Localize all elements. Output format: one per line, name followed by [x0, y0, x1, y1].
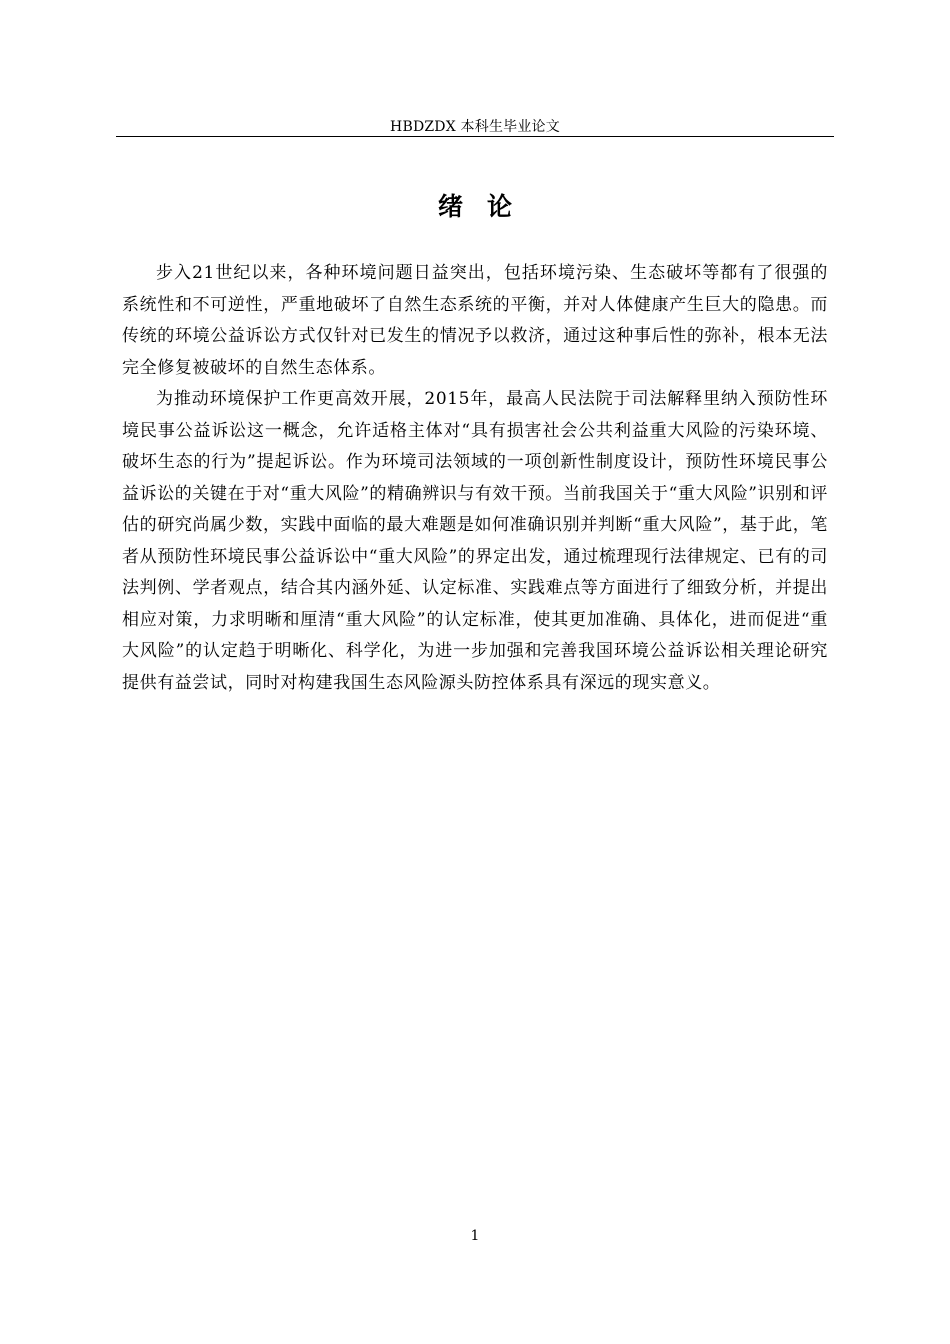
- paragraph-2: 为推动环境保护工作更高效开展，2015年，最高人民法院于司法解释里纳入预防性环境民事公益诉讼这一概念，允许适格主体对“具有损害社会公共利益重大风险的污染环境、破坏生态的行为”提起诉讼。作为环境司法领域的一项创新性制度设计，预防性环境民事公益诉讼的关键在于对“重大风险”的精确辨识与有效干预。当前我国关于“重大风险”识别和评估的研究尚属少数，实践中面临的最大难题是如何准确识别并判断“重大风险”，基于此，笔者从预防性环境民事公益诉讼中“重大风险”的界定出发，通过梳理现行法律规定、已有的司法判例、学者观点，结合其内涵外延、认定标准、实践难点等方面进行了细致分析，并提出相应对策，力求明晰和厘清“重大风险”的认定标准，使其更加准确、具体化，进而促进“重大风险”的认定趋于明晰化、科学化，为进一步加强和完善我国环境公益诉讼相关理论研究提供有益尝试，同时对构建我国生态风险源头防控体系具有深远的现实意义。: [122, 389, 828, 693]
- header-text: HBDZDX 本科生毕业论文: [390, 119, 560, 135]
- chapter-title: 绪论: [437, 192, 536, 221]
- paragraph-1: 步入21世纪以来，各种环境问题日益突出，包括环境污染、生态破坏等都有了很强的系统性和不可逆性，严重地破坏了自然生态系统的平衡，并对人体健康产生巨大的隐患。而传统的环境公益诉讼方式仅针对已发生的情况予以救济，通过这种事后性的弥补，根本无法完全修复被破坏的自然生态体系。: [122, 263, 828, 378]
- page-number: 1: [470, 1228, 480, 1244]
- page-header: [116, 116, 834, 137]
- body-text: [122, 258, 828, 699]
